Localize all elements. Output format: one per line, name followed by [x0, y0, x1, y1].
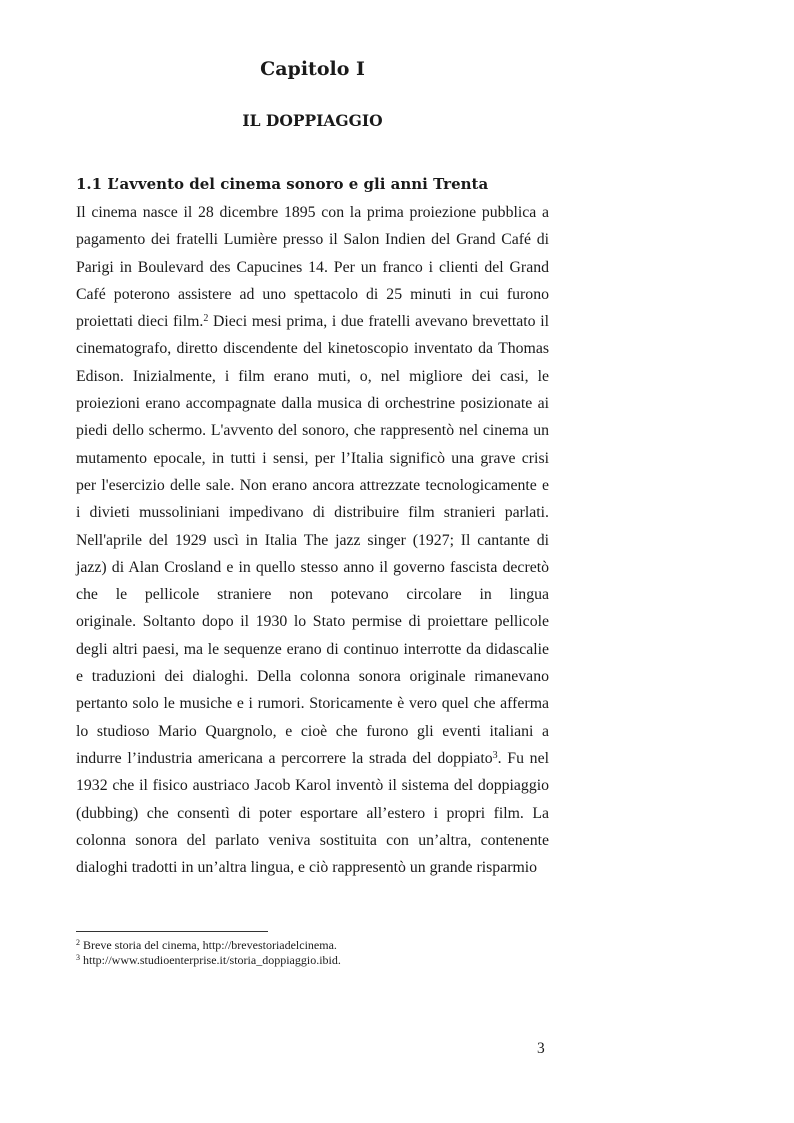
body-line: Nell'aprile del 1929 uscì in Italia The jazz singer (1927; Il cantante di [76, 531, 549, 549]
body-line-segment: proiettati dieci film. [76, 313, 204, 331]
footnote-text: Breve storia del cinema, http://brevestoriadelcinema. [83, 938, 337, 952]
footnote-reference-2[interactable]: 2 [203, 313, 209, 325]
body-line: jazz) di Alan Crosland e in quello stesso anno il governo fascista decretò [76, 558, 549, 576]
body-line-segment: . Fu nel [497, 749, 549, 767]
body-line: cinematografo, diretto discendente del kinetoscopio inventato da Thomas [76, 340, 549, 358]
body-line: pertanto solo le musiche e i rumori. Storicamente è vero quel che afferma [76, 695, 549, 713]
body-line: che le pellicole straniere non potevano circolare in lingua [76, 586, 549, 604]
section-heading: 1.1 L’avvento del cinema sonoro e gli anni Trenta [76, 175, 489, 193]
footnote-separator [76, 931, 268, 932]
body-line: e traduzioni dei dialoghi. Della colonna sonora originale rimanevano [76, 668, 549, 686]
footnote-reference-3[interactable]: 3 [492, 749, 498, 761]
footnote-text: http://www.studioenterprise.it/storia_doppiaggio.ibid. [83, 953, 341, 967]
body-line: dialoghi tradotti in un’altra lingua, e ciò rappresentò un grande risparmio [76, 859, 538, 877]
body-line: proiezioni erano accompagnate dalla musica di orchestrine posizionate ai [76, 395, 549, 413]
chapter-label: Capitolo I [260, 58, 365, 80]
body-line: Edison. Inizialmente, i film erano muti, o, nel migliore dei casi, le [76, 367, 549, 385]
body-line: pagamento dei fratelli Lumière presso il Salon Indien del Grand Café di [76, 231, 549, 249]
body-line: colonna sonora del parlato veniva sostituita con un’altra, contenente [76, 831, 549, 849]
body-line: (dubbing) che consentì di poter esportare all’estero i propri film. La [76, 804, 549, 822]
body-text [76, 199, 549, 881]
body-line [76, 745, 549, 772]
body-line-segment: Dieci mesi prima, i due fratelli avevano brevettato il [208, 313, 549, 331]
body-line: piedi dello schermo. L'avvento del sonoro, che rappresentò nel cinema un [76, 422, 549, 440]
page-number: 3 [537, 1040, 545, 1057]
body-line: i divieti mussoliniani impedivano di distribuire film stranieri parlati. [76, 504, 549, 522]
body-line: 1932 che il fisico austriaco Jacob Karol inventò il sistema del doppiaggio [76, 777, 549, 795]
body-line: Il cinema nasce il 28 dicembre 1895 con la prima proiezione pubblica a [76, 204, 549, 221]
body-line [76, 308, 549, 335]
footnotes [76, 938, 341, 968]
footnote-3 [76, 953, 341, 968]
footnote-number: 2 [76, 938, 80, 947]
body-line: lo studioso Mario Quargnolo, e cioè che furono gli eventi italiani a [76, 722, 549, 740]
body-line: Café poterono assistere ad uno spettacolo di 25 minuti in cui furono [76, 285, 549, 303]
body-line-segment: indurre l’industria americana a percorrere la strada del doppiato [76, 749, 493, 767]
footnote-2 [76, 938, 341, 953]
body-line: originale. Soltanto dopo il 1930 lo Stato permise di proiettare pellicole [76, 613, 549, 631]
body-line: per l'esercizio delle sale. Non erano ancora attrezzate tecnologicamente e [76, 476, 549, 494]
body-line: mutamento epocale, in tutti i sensi, per l’Italia significò una grave crisi [76, 449, 549, 467]
chapter-title: IL DOPPIAGGIO [242, 111, 383, 130]
body-line: degli altri paesi, ma le sequenze erano di continuo interrotte da didascalie [76, 640, 549, 658]
body-line: Parigi in Boulevard des Capucines 14. Per un franco i clienti del Grand [76, 258, 549, 276]
footnote-number: 3 [76, 953, 80, 962]
